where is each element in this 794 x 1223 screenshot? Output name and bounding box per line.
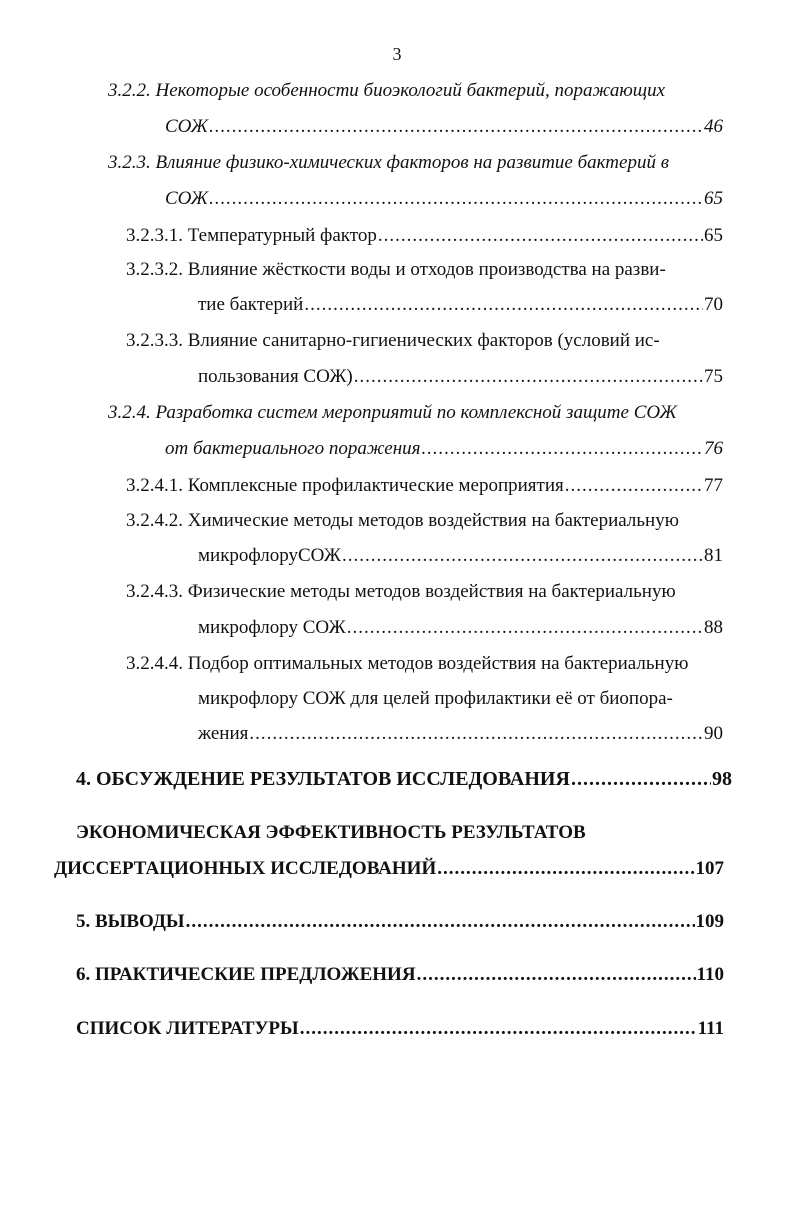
page-number: 3: [392, 44, 402, 64]
toc-entry-chapter-6[interactable]: [76, 960, 724, 990]
toc-entry-3-2-4-4-line1: [126, 649, 688, 679]
dot-leader: [300, 1014, 697, 1044]
toc-page-number: 110: [696, 964, 724, 985]
toc-entry-3-2-4-3-line1: [126, 577, 676, 607]
toc-text: тие бактерий: [198, 294, 304, 315]
dot-leader: [378, 221, 703, 251]
toc-page-number: 88: [704, 617, 723, 638]
toc-page-number: 65: [704, 188, 723, 209]
toc-text: 3.2.4.1. Комплексные профилактические мероприятия: [126, 475, 564, 496]
toc-text: микрофлору СОЖ: [198, 617, 346, 638]
dot-leader: [417, 960, 696, 990]
toc-page-number: 46: [704, 116, 723, 137]
toc-entry-3-2-3-2-line1: [126, 255, 666, 285]
toc-page-number: 70: [704, 294, 723, 315]
toc-entry-3-2-2-line1: [108, 76, 665, 106]
toc-text: жения: [198, 723, 249, 744]
toc-text: 3.2.4.2. Химические методы методов воздействия на бактериальную: [126, 510, 679, 531]
toc-text: 6. ПРАКТИЧЕСКИЕ ПРЕДЛОЖЕНИЯ: [76, 964, 416, 985]
dot-leader: [565, 471, 703, 501]
toc-entry-chapter-4[interactable]: [76, 764, 732, 794]
dot-leader: [342, 541, 703, 571]
dot-leader: [209, 184, 703, 214]
dot-leader: [437, 854, 694, 884]
toc-text: 3.2.2. Некоторые особенности биоэкологий бактерий, поражающих: [108, 80, 666, 101]
toc-entry-3-2-4-line1: [108, 398, 677, 428]
toc-page-number: 76: [704, 438, 723, 459]
toc-entry-3-2-3-2-line2[interactable]: [198, 290, 723, 320]
toc-entry-3-2-4-4-line3[interactable]: [198, 719, 723, 749]
toc-text: 3.2.3. Влияние физико-химических факторов на развитие бактерий в: [108, 152, 669, 173]
toc-text: СОЖ: [165, 116, 209, 137]
toc-page-number: 77: [704, 475, 723, 496]
dot-leader: [304, 290, 703, 320]
toc-entry-3-2-3-3-line2[interactable]: [198, 362, 723, 392]
toc-page-number: 111: [697, 1018, 724, 1039]
toc-text: микрофлоруСОЖ: [198, 545, 341, 566]
toc-page-number: 65: [704, 225, 723, 246]
toc-entry-3-2-4-3-line2[interactable]: [198, 613, 723, 643]
toc-page-number: 107: [695, 858, 724, 879]
toc-entry-economic-line1: [76, 818, 586, 848]
toc-entry-3-2-4-line2[interactable]: [165, 434, 723, 464]
toc-entry-3-2-4-2-line1: [126, 506, 679, 536]
toc-text: 4. ОБСУЖДЕНИЕ РЕЗУЛЬТАТОВ ИССЛЕДОВАНИЯ: [76, 768, 570, 790]
toc-entry-3-2-3-1[interactable]: [126, 221, 723, 251]
toc-text: СОЖ: [165, 188, 209, 209]
dot-leader: [347, 613, 703, 643]
toc-entry-3-2-4-1[interactable]: [126, 471, 723, 501]
dot-leader: [421, 434, 703, 464]
toc-page-number: 90: [704, 723, 723, 744]
toc-entry-3-2-3-line2[interactable]: [165, 184, 723, 214]
toc-page-number: 75: [704, 366, 723, 387]
toc-text: 3.2.4.4. Подбор оптимальных методов воздействия на бактериальную: [126, 653, 689, 674]
toc-entry-chapter-5[interactable]: [76, 907, 724, 937]
toc-entry-3-2-3-line1: [108, 148, 669, 178]
toc-page-number: 81: [704, 545, 723, 566]
dot-leader: [571, 764, 711, 794]
dot-leader: [209, 112, 703, 142]
toc-text: 3.2.3.3. Влияние санитарно-гигиенических факторов (условий ис-: [126, 330, 660, 351]
dot-leader: [354, 362, 703, 392]
toc-entry-3-2-4-2-line2[interactable]: [198, 541, 723, 571]
toc-text: ДИССЕРТАЦИОННЫХ ИССЛЕДОВАНИЙ: [54, 858, 437, 879]
dot-leader: [249, 719, 703, 749]
toc-entry-references[interactable]: [76, 1014, 724, 1044]
toc-text: 5. ВЫВОДЫ: [76, 911, 185, 932]
toc-entry-3-2-4-4-line2: [198, 684, 673, 714]
dot-leader: [186, 907, 695, 937]
toc-page-number: 109: [695, 911, 724, 932]
toc-text: 3.2.4. Разработка систем мероприятий по комплексной защите СОЖ: [108, 402, 677, 423]
toc-text: ЭКОНОМИЧЕСКАЯ ЭФФЕКТИВНОСТЬ РЕЗУЛЬТАТОВ: [76, 822, 586, 843]
toc-text: 3.2.4.3. Физические методы методов воздействия на бактериальную: [126, 581, 676, 602]
toc-entry-3-2-2-line2[interactable]: [165, 112, 723, 142]
toc-page-number: 98: [712, 768, 732, 790]
toc-text: пользования СОЖ): [198, 366, 353, 387]
toc-entry-3-2-3-3-line1: [126, 326, 660, 356]
toc-entry-economic-line2[interactable]: [54, 854, 724, 884]
toc-text: от бактериального поражения: [165, 438, 421, 459]
toc-text: микрофлору СОЖ для целей профилактики её от биопора-: [198, 688, 673, 709]
toc-text: 3.2.3.1. Температурный фактор: [126, 225, 377, 246]
toc-text: СПИСОК ЛИТЕРАТУРЫ: [76, 1018, 299, 1039]
toc-text: 3.2.3.2. Влияние жёсткости воды и отходов производства на разви-: [126, 259, 666, 280]
